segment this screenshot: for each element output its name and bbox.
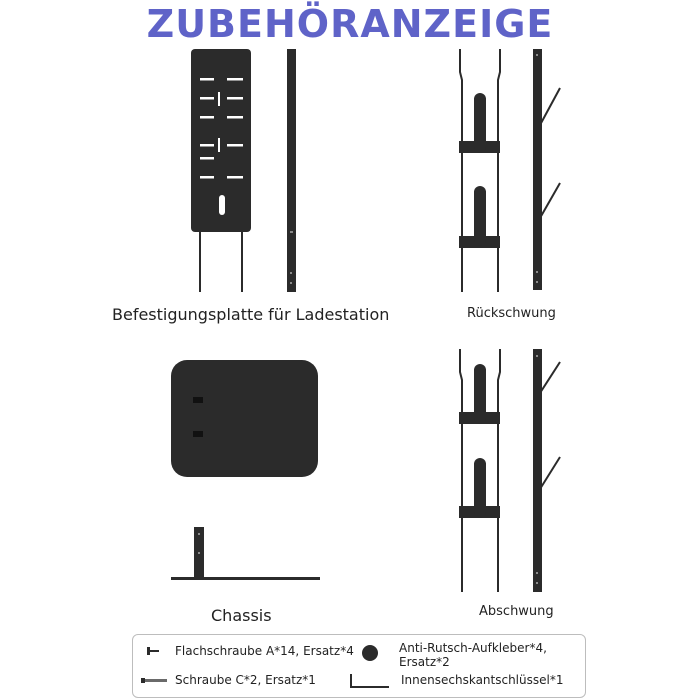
hex-key-icon (349, 673, 391, 689)
down-swing-front (459, 349, 500, 592)
legend-hex-key: Innensechskantschlüssel*1 (401, 673, 564, 687)
mount-plate-front (191, 49, 251, 292)
legend-flat-screw: Flachschraube A*14, Ersatz*4 (175, 644, 354, 658)
caption-chassis: Chassis (211, 606, 272, 625)
down-swing-side (533, 349, 560, 592)
back-swing-side (533, 49, 560, 290)
caption-mount-plate: Befestigungsplatte für Ladestation (112, 305, 390, 324)
caption-down-swing: Abschwung (479, 604, 554, 619)
legend-anti-slip-line1: Anti-Rutsch-Aufkleber*4, (399, 641, 547, 655)
legend-anti-slip-line2: Ersatz*2 (399, 655, 450, 669)
page-title: ZUBEHÖRANZEIGE (146, 2, 554, 46)
mount-plate-side (287, 49, 296, 292)
parts-legend (132, 634, 586, 698)
chassis-top (171, 360, 318, 477)
caption-back-swing: Rückschwung (467, 306, 556, 321)
flat-screw-icon (147, 646, 161, 656)
legend-screw-c: Schraube C*2, Ersatz*1 (175, 673, 316, 687)
screw-c-icon (141, 676, 169, 684)
anti-slip-sticker-icon (361, 644, 379, 662)
chassis-side (171, 527, 320, 580)
back-swing-front (459, 49, 500, 292)
